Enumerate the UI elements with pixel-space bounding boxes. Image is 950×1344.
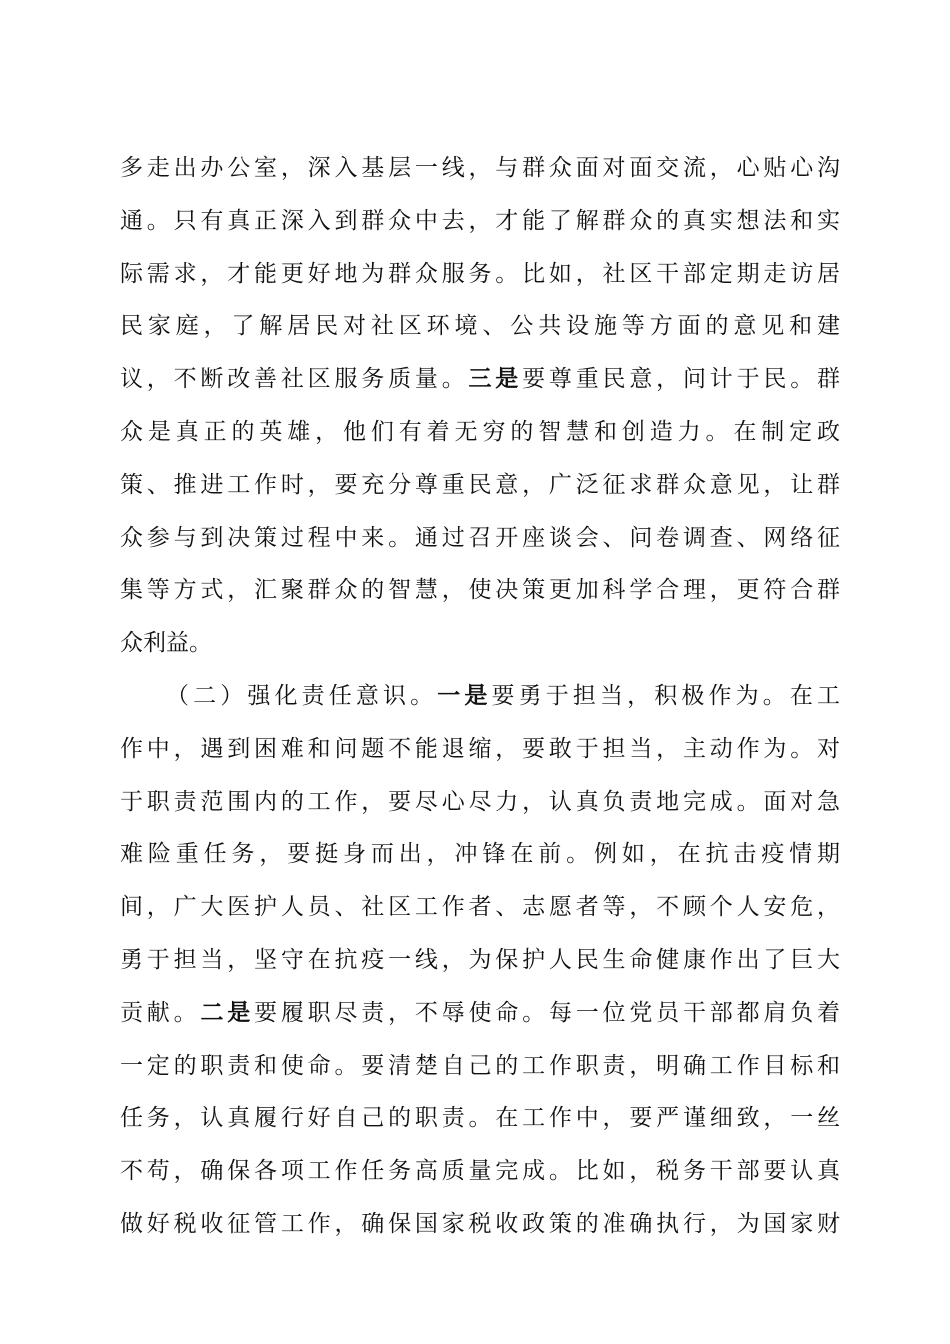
text-line <box>120 353 840 406</box>
text-line <box>120 987 840 1040</box>
text-segment: 勇于担当，坚守在抗疫一线，为保护人民生命健康作出了巨大 <box>120 946 840 973</box>
text-segment: 做好税收征管工作，确保国家税收政策的准确执行，为国家财 <box>120 1210 840 1237</box>
text-line <box>120 1092 840 1145</box>
text-segment: 通。只有真正深入到群众中去，才能了解群众的真实想法和实 <box>120 207 840 234</box>
text-segment: 众利益。 <box>120 630 212 657</box>
bold-phrase: 三是 <box>468 365 523 393</box>
text-segment: （二）强化责任意识。 <box>166 682 438 709</box>
text-segment: 要履职尽责，不辱使命。每一位党员干部都肩负着 <box>254 999 840 1026</box>
text-line <box>120 617 840 670</box>
text-line <box>120 881 840 934</box>
text-segment: 集等方式，汇聚群众的智慧，使决策更加科学合理，更符合群 <box>120 577 840 604</box>
text-line <box>120 1145 840 1198</box>
text-line <box>120 564 840 617</box>
text-line <box>120 723 840 776</box>
text-line <box>120 670 840 723</box>
text-segment: 间，广大医护人员、社区工作者、志愿者等，不顾个人安危， <box>120 894 840 921</box>
text-segment: 任务，认真履行好自己的职责。在工作中，要严谨细致，一丝 <box>120 1105 840 1132</box>
text-segment: 不苟，确保各项工作任务高质量完成。比如，税务干部要认真 <box>120 1158 840 1185</box>
bold-phrase: 一是 <box>437 681 492 709</box>
text-segment: 贡献。 <box>120 999 201 1026</box>
bold-phrase: 二是 <box>200 998 255 1026</box>
text-line <box>120 1040 840 1093</box>
text-line <box>120 776 840 829</box>
text-segment: 于职责范围内的工作，要尽心尽力，认真负责地完成。面对急 <box>120 788 840 815</box>
text-segment: 民家庭，了解居民对社区环境、公共设施等方面的意见和建 <box>120 313 840 340</box>
text-segment: 作中，遇到困难和问题不能退缩，要敢于担当，主动作为。对 <box>120 735 840 762</box>
text-line <box>120 142 840 195</box>
text-segment: 众参与到决策过程中来。通过召开座谈会、问卷调查、网络征 <box>120 524 840 551</box>
text-line <box>120 1198 840 1251</box>
text-line <box>120 512 840 565</box>
text-line <box>120 828 840 881</box>
text-segment: 众是真正的英雄，他们有着无穷的智慧和创造力。在制定政 <box>120 418 840 445</box>
text-segment: 要勇于担当，积极作为。在工 <box>491 682 840 709</box>
text-line <box>120 195 840 248</box>
text-segment: 多走出办公室，深入基层一线，与群众面对面交流，心贴心沟 <box>120 155 840 181</box>
text-segment: 议，不断改善社区服务质量。 <box>120 366 469 393</box>
text-segment: 一定的职责和使命。要清楚自己的工作职责，明确工作目标和 <box>120 1052 840 1079</box>
text-segment: 难险重任务，要挺身而出，冲锋在前。例如，在抗击疫情期 <box>120 841 840 868</box>
text-segment: 要尊重民意，问计于民。群 <box>522 366 840 393</box>
text-line <box>120 406 840 459</box>
text-line <box>120 459 840 512</box>
text-segment: 策、推进工作时，要充分尊重民意，广泛征求群众意见，让群 <box>120 471 840 498</box>
text-line <box>120 248 840 301</box>
text-line <box>120 300 840 353</box>
document-body <box>120 142 840 1251</box>
text-line <box>120 934 840 987</box>
text-segment: 际需求，才能更好地为群众服务。比如，社区干部定期走访居 <box>120 260 840 287</box>
